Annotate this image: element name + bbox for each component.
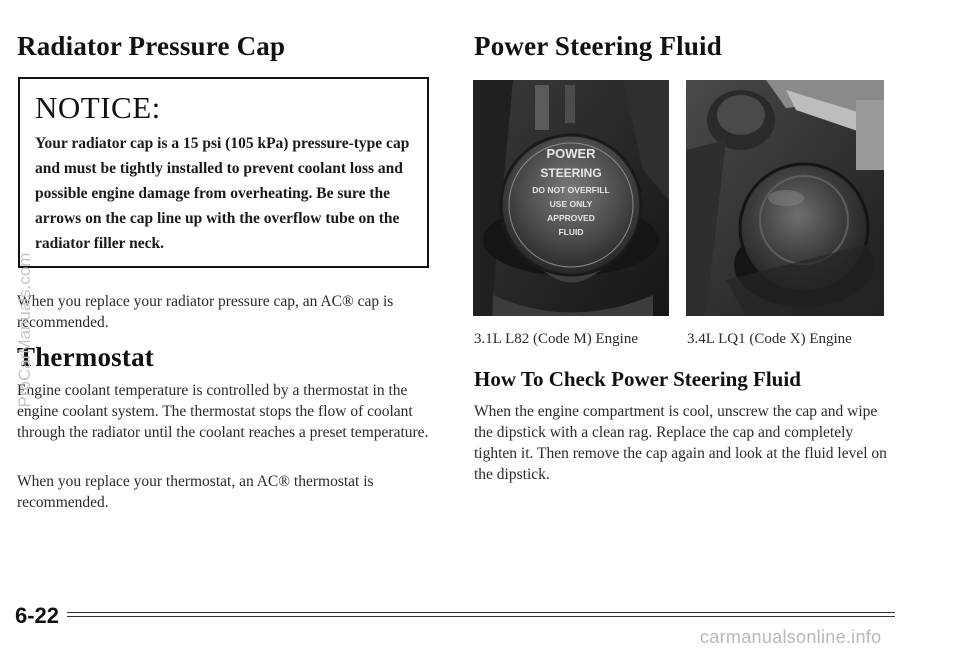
power-steering-cap-photo-34l xyxy=(686,80,884,316)
notice-text: Your radiator cap is a 15 psi (105 kPa) pressure-type cap and must be tightly installed to prevent coolant loss and possible engine damage from overheating. Be sure the arrows on the cap line up with the overflow tube on the radiator filler neck. xyxy=(35,135,410,252)
thermostat-title: Thermostat xyxy=(17,342,154,372)
how-to-check-title: How To Check Power Steering Fluid xyxy=(474,367,801,391)
photo-34l-image xyxy=(686,80,884,316)
cap-label-line-2: STEERING xyxy=(540,166,602,180)
footer-rule-bottom xyxy=(67,616,895,617)
radiator-cap-paragraph: When you replace your radiator pressure cap, an AC® cap is recommended. xyxy=(17,293,394,331)
notice-title: NOTICE: xyxy=(35,90,161,125)
caption-31l: 3.1L L82 (Code M) Engine xyxy=(474,331,638,347)
cap-label-line-3: DO NOT OVERFILL xyxy=(532,185,610,195)
footer-rule-top xyxy=(67,612,895,613)
cap-label-line-6: FLUID xyxy=(558,227,584,237)
power-steering-title: Power Steering Fluid xyxy=(474,31,722,61)
cap-label-line-4: USE ONLY xyxy=(549,199,593,209)
how-to-check-paragraph: When the engine compartment is cool, unscrew the cap and wipe the dipstick with a clean rag. Replace the cap and completely tighten it. Then remove the cap again and look at the fluid level on the dipstick. xyxy=(474,403,887,483)
caption-34l: 3.4L LQ1 (Code X) Engine xyxy=(687,331,852,347)
thermostat-replace-paragraph: When you replace your thermostat, an AC® thermostat is recommended. xyxy=(17,473,374,511)
watermark: carmanualsonline.info xyxy=(700,627,882,647)
notice-box xyxy=(18,77,429,268)
photo-31l-image xyxy=(473,80,669,316)
radiator-cap-title: Radiator Pressure Cap xyxy=(17,31,286,61)
watermark-vertical: ProCarManuals.com xyxy=(15,252,34,408)
power-steering-cap-photo-31l xyxy=(473,80,669,316)
page-number: 6-22 xyxy=(15,603,60,628)
cap-label-line-1: POWER xyxy=(546,146,596,161)
thermostat-paragraph: Engine coolant temperature is controlled by a thermostat in the engine coolant system. The thermostat stops the flow of coolant through the radiator until the coolant reaches a preset temperature. xyxy=(17,382,429,441)
cap-label-line-5: APPROVED xyxy=(547,213,595,223)
